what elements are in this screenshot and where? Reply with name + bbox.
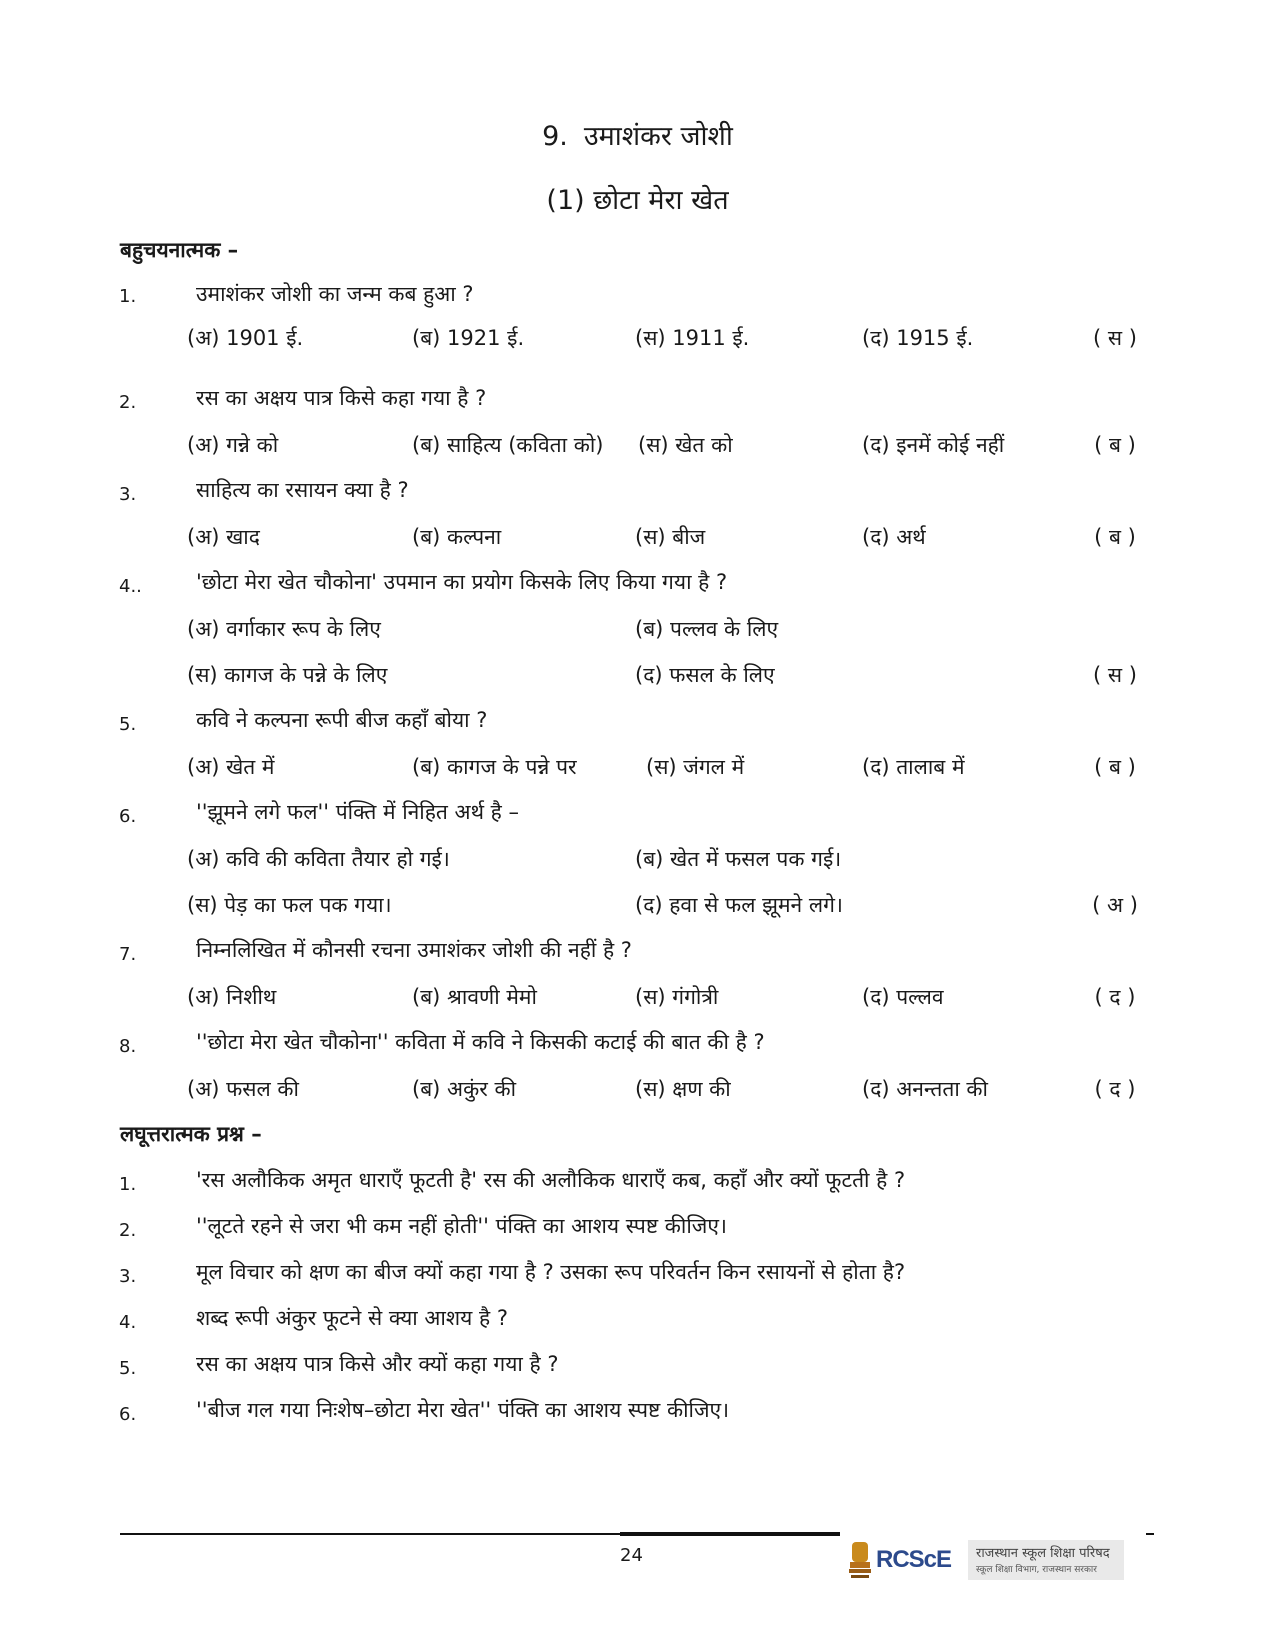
mcq-option: (द) 1915 ई.	[862, 326, 974, 350]
mcq-answer: ( ब )	[1094, 433, 1136, 457]
mcq-question: ''छोटा मेरा खेत चौकोना'' कविता में कवि ने किसकी कटाई की बात की है ?	[196, 1030, 765, 1054]
rcsce-logo	[846, 1538, 1126, 1582]
mcq-answer: ( द )	[1094, 1077, 1136, 1101]
mcq-option: (ब) खेत में फसल पक गई।	[635, 847, 842, 871]
mcq-option: (स) बीज	[635, 525, 706, 549]
short-question-number: 5.	[119, 1358, 137, 1379]
logo-org-name: राजस्थान स्कूल शिक्षा परिषद	[976, 1546, 1110, 1561]
short-section-heading: लघूत्तरात्मक प्रश्न –	[120, 1122, 262, 1146]
mcq-option: (ब) पल्लव के लिए	[635, 617, 779, 641]
chapter-heading	[0, 116, 1275, 153]
mcq-answer: ( ब )	[1094, 525, 1136, 549]
footer-rule-dash	[1146, 1533, 1154, 1535]
short-question-number: 4.	[119, 1312, 137, 1333]
state-emblem-icon	[846, 1538, 874, 1582]
mcq-question: रस का अक्षय पात्र किसे कहा गया है ?	[196, 386, 487, 410]
mcq-option: (ब) कागज के पन्ने पर	[412, 755, 577, 779]
mcq-number: 8.	[119, 1036, 137, 1057]
mcq-number: 4..	[119, 576, 142, 597]
mcq-option: (ब) साहित्य (कविता को)	[412, 433, 604, 457]
poem-title: (1) छोटा मेरा खेत	[546, 185, 729, 216]
mcq-option: (स) जंगल में	[646, 755, 745, 779]
mcq-question: साहित्य का रसायन क्या है ?	[196, 478, 409, 502]
mcq-option: (अ) कवि की कविता तैयार हो गई।	[187, 847, 450, 871]
mcq-section-heading: बहुचयनात्मक –	[120, 238, 239, 262]
mcq-answer: ( स )	[1093, 326, 1137, 350]
mcq-number: 6.	[119, 806, 137, 827]
page-number: 24	[620, 1545, 643, 1566]
footer-rule-thick	[620, 1532, 840, 1536]
short-question-number: 2.	[119, 1220, 137, 1241]
mcq-option: (अ) निशीथ	[187, 985, 277, 1009]
mcq-option: (अ) खेत में	[187, 755, 275, 779]
mcq-option: (स) गंगोत्री	[635, 985, 719, 1009]
mcq-option: (द) अर्थ	[862, 525, 926, 549]
mcq-option: (अ) गन्ने को	[187, 433, 279, 457]
mcq-answer: ( ब )	[1094, 755, 1136, 779]
mcq-option: (ब) 1921 ई.	[412, 326, 525, 350]
mcq-number: 1.	[119, 286, 137, 307]
mcq-option: (स) खेत को	[638, 433, 733, 457]
short-question: रस का अक्षय पात्र किसे और क्यों कहा गया है ?	[196, 1352, 559, 1376]
short-question: 'रस अलौकिक अमृत धाराएँ फूटती है' रस की अलौकिक धाराएँ कब, कहाँ और क्यों फूटती है ?	[196, 1168, 906, 1192]
short-question: मूल विचार को क्षण का बीज क्यों कहा गया है ? उसका रूप परिवर्तन किन रसायनों से होता है?	[196, 1260, 906, 1284]
mcq-answer: ( स )	[1093, 663, 1137, 687]
mcq-option: (स) क्षण की	[635, 1077, 731, 1101]
mcq-option: (ब) कल्पना	[412, 525, 502, 549]
mcq-question: निम्नलिखित में कौनसी रचना उमाशंकर जोशी की नहीं है ?	[196, 938, 632, 962]
logo-org-box	[968, 1540, 1124, 1580]
mcq-option: (ब) अकुंर की	[412, 1077, 517, 1101]
mcq-question: 'छोटा मेरा खेत चौकोना' उपमान का प्रयोग किसके लिए किया गया है ?	[196, 570, 728, 594]
short-question: शब्द रूपी अंकुर फूटने से क्या आशय है ?	[196, 1306, 508, 1330]
mcq-number: 7.	[119, 944, 137, 965]
short-question-number: 3.	[119, 1266, 137, 1287]
mcq-question: कवि ने कल्पना रूपी बीज कहाँ बोया ?	[196, 708, 488, 732]
mcq-option: (स) 1911 ई.	[635, 326, 750, 350]
mcq-option: (अ) 1901 ई.	[187, 326, 304, 350]
mcq-option: (अ) वर्गाकार रूप के लिए	[187, 617, 381, 641]
chapter-title: उमाशंकर जोशी	[583, 121, 733, 152]
mcq-option: (द) इनमें कोई नहीं	[862, 433, 1005, 457]
mcq-question: ''झूमने लगे फल'' पंक्ति में निहित अर्थ है –	[196, 800, 519, 824]
mcq-number: 5.	[119, 714, 137, 735]
mcq-number: 3.	[119, 484, 137, 505]
short-question-number: 1.	[119, 1174, 137, 1195]
mcq-option: (अ) फसल की	[187, 1077, 299, 1101]
short-question: ''बीज गल गया निःशेष–छोटा मेरा खेत'' पंक्ति का आशय स्पष्ट कीजिए।	[196, 1398, 730, 1422]
logo-org-subtitle: स्कूल शिक्षा विभाग, राजस्थान सरकार	[976, 1565, 1097, 1575]
mcq-answer: ( अ )	[1092, 893, 1138, 917]
mcq-option: (स) कागज के पन्ने के लिए	[187, 663, 388, 687]
mcq-option: (द) अनन्तता की	[862, 1077, 988, 1101]
mcq-option: (द) फसल के लिए	[635, 663, 775, 687]
mcq-option: (अ) खाद	[187, 525, 260, 549]
mcq-option: (द) पल्लव	[862, 985, 944, 1009]
mcq-option: (स) पेड़ का फल पक गया।	[187, 893, 392, 917]
chapter-number: 9.	[542, 121, 568, 152]
logo-text: RCScE	[876, 1546, 952, 1573]
short-question-number: 6.	[119, 1404, 137, 1425]
short-question: ''लूटते रहने से जरा भी कम नहीं होती'' पंक्ति का आशय स्पष्ट कीजिए।	[196, 1214, 727, 1238]
mcq-answer: ( द )	[1094, 985, 1136, 1009]
mcq-option: (द) हवा से फल झूमने लगे।	[635, 893, 843, 917]
mcq-number: 2.	[119, 392, 137, 413]
mcq-option: (द) तालाब में	[862, 755, 965, 779]
mcq-option: (ब) श्रावणी मेमो	[412, 985, 537, 1009]
mcq-question: उमाशंकर जोशी का जन्म कब हुआ ?	[196, 282, 474, 306]
